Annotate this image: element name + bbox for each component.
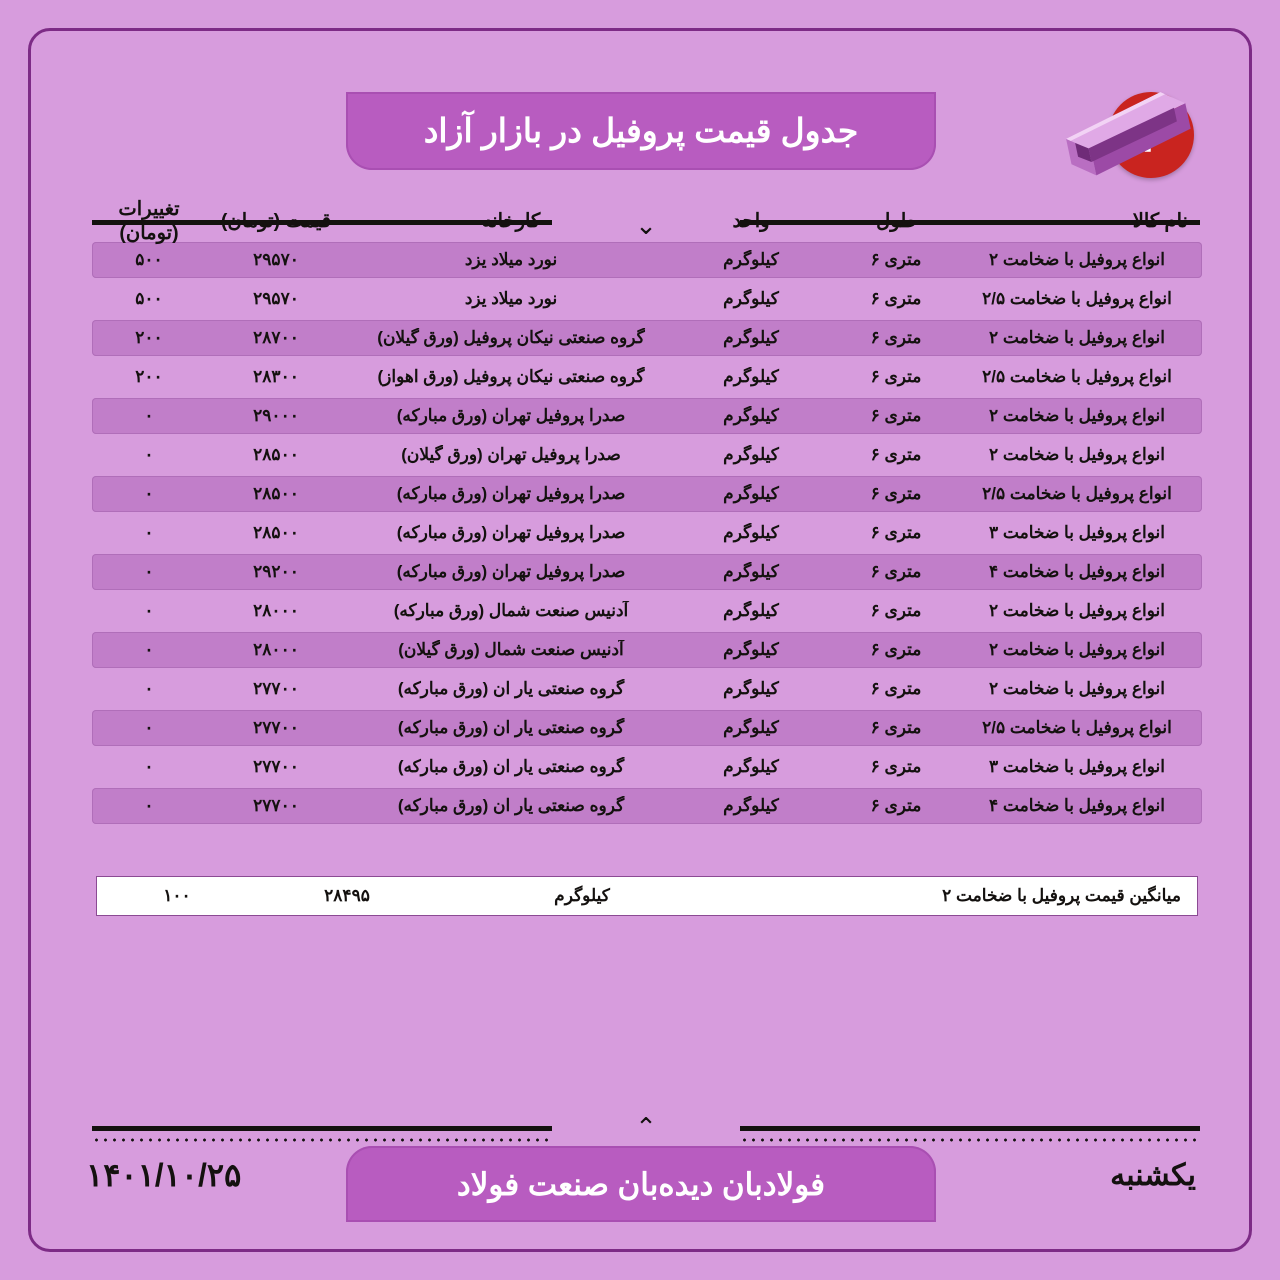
table-row — [92, 749, 1202, 785]
table-row — [92, 710, 1202, 746]
average-label: میانگین قیمت پروفیل با ضخامت ۲ — [942, 886, 1181, 905]
cell-length: متری ۶ — [870, 328, 922, 347]
weekday-label: یکشنبه — [1110, 1159, 1196, 1192]
cell-name: انواع پروفیل با ضخامت ۲ — [989, 406, 1165, 425]
cell-length: متری ۶ — [870, 640, 922, 659]
table-row — [92, 281, 1202, 317]
cell-change: ۰ — [144, 562, 154, 581]
table-row — [92, 359, 1202, 395]
col-header-name: نام کالا — [1132, 210, 1188, 232]
steel-profile-illustration — [1060, 82, 1195, 182]
cell-factory: صدرا پروفیل تهران (ورق مبارکه) — [396, 484, 626, 503]
cell-change: ۰ — [144, 484, 154, 503]
cell-unit: کیلوگرم — [723, 718, 779, 737]
cell-length: متری ۶ — [870, 796, 922, 815]
cell-name: انواع پروفیل با ضخامت ۲/۵ — [982, 367, 1172, 386]
brand-name: فولادبان دیده‌بان صنعت فولاد — [456, 1167, 826, 1202]
cell-unit: کیلوگرم — [723, 601, 779, 620]
cell-length: متری ۶ — [870, 406, 922, 425]
footer-rule-left — [92, 1126, 552, 1131]
cell-length: متری ۶ — [870, 250, 922, 269]
table-row — [92, 671, 1202, 707]
col-header-unit: واحد — [732, 210, 770, 232]
table-row — [92, 788, 1202, 824]
cell-unit: کیلوگرم — [723, 640, 779, 659]
title-plate — [346, 92, 936, 170]
cell-name: انواع پروفیل با ضخامت ۴ — [989, 562, 1165, 581]
footer-rule-right — [740, 1126, 1200, 1131]
cell-price: ۲۸۵۰۰ — [253, 445, 299, 464]
cell-price: ۲۸۷۰۰ — [253, 328, 299, 347]
cell-factory: نورد میلاد یزد — [464, 289, 558, 308]
average-summary-row — [96, 876, 1198, 916]
cell-unit: کیلوگرم — [723, 445, 779, 464]
table-row — [92, 437, 1202, 473]
table-row — [92, 632, 1202, 668]
cell-factory: گروه صنعتی یار ان (ورق مبارکه) — [397, 796, 625, 815]
table-row — [92, 320, 1202, 356]
cell-unit: کیلوگرم — [723, 523, 779, 542]
chevron-down-icon: ⌄ — [635, 210, 657, 240]
cell-change: ۲۰۰ — [135, 367, 163, 386]
cell-change: ۵۰۰ — [135, 250, 163, 269]
cell-name: انواع پروفیل با ضخامت ۲/۵ — [982, 289, 1172, 308]
table-row — [92, 398, 1202, 434]
cell-price: ۲۷۷۰۰ — [253, 679, 299, 698]
cell-change: ۰ — [144, 640, 154, 659]
cell-factory: نورد میلاد یزد — [464, 250, 558, 269]
cell-length: متری ۶ — [870, 562, 922, 581]
cell-factory: گروه صنعتی یار ان (ورق مبارکه) — [397, 718, 625, 737]
cell-factory: صدرا پروفیل تهران (ورق گیلان) — [401, 445, 621, 464]
date-label: ۱۴۰۱/۱۰/۲۵ — [86, 1157, 242, 1193]
footer-divider — [0, 1112, 1280, 1142]
cell-factory: صدرا پروفیل تهران (ورق مبارکه) — [396, 562, 626, 581]
table-row — [92, 593, 1202, 629]
cell-name: انواع پروفیل با ضخامت ۲ — [989, 250, 1165, 269]
cell-price: ۲۹۰۰۰ — [253, 406, 299, 425]
brand-plate — [346, 1146, 936, 1222]
cell-factory: گروه صنعتی نیکان پروفیل (ورق اهواز) — [377, 367, 645, 386]
cell-change: ۰ — [144, 406, 154, 425]
cell-change: ۰ — [144, 679, 154, 698]
price-table — [92, 200, 1202, 827]
page-title: جدول قیمت پروفیل در بازار آزاد — [423, 112, 859, 149]
cell-length: متری ۶ — [870, 289, 922, 308]
cell-name: انواع پروفیل با ضخامت ۴ — [989, 796, 1165, 815]
cell-name: انواع پروفیل با ضخامت ۳ — [989, 757, 1165, 776]
cell-change: ۰ — [144, 718, 154, 737]
cell-unit: کیلوگرم — [723, 562, 779, 581]
cell-length: متری ۶ — [870, 445, 922, 464]
table-row — [92, 242, 1202, 278]
cell-unit: کیلوگرم — [723, 796, 779, 815]
cell-price: ۲۸۰۰۰ — [253, 601, 299, 620]
cell-factory: صدرا پروفیل تهران (ورق مبارکه) — [396, 523, 626, 542]
average-change: ۱۰۰ — [163, 886, 191, 905]
cell-unit: کیلوگرم — [723, 757, 779, 776]
cell-length: متری ۶ — [870, 679, 922, 698]
cell-unit: کیلوگرم — [723, 250, 779, 269]
table-row — [92, 554, 1202, 590]
poster-footer — [0, 1112, 1280, 1242]
cell-name: انواع پروفیل با ضخامت ۳ — [989, 523, 1165, 542]
cell-price: ۲۸۵۰۰ — [253, 523, 299, 542]
cell-length: متری ۶ — [870, 523, 922, 542]
cell-change: ۰ — [144, 523, 154, 542]
cell-price: ۲۷۷۰۰ — [253, 796, 299, 815]
cell-unit: کیلوگرم — [723, 406, 779, 425]
cell-change: ۰ — [144, 601, 154, 620]
cell-length: متری ۶ — [870, 484, 922, 503]
average-unit: کیلوگرم — [554, 886, 610, 905]
cell-name: انواع پروفیل با ضخامت ۲ — [989, 640, 1165, 659]
cell-price: ۲۷۷۰۰ — [253, 757, 299, 776]
cell-length: متری ۶ — [870, 757, 922, 776]
cell-name: انواع پروفیل با ضخامت ۲ — [989, 679, 1165, 698]
cell-factory: آدنیس صنعت شمال (ورق مبارکه) — [393, 601, 629, 620]
cell-name: انواع پروفیل با ضخامت ۲ — [989, 328, 1165, 347]
cell-change: ۵۰۰ — [135, 289, 163, 308]
cell-unit: کیلوگرم — [723, 484, 779, 503]
cell-price: ۲۸۵۰۰ — [253, 484, 299, 503]
cell-unit: کیلوگرم — [723, 679, 779, 698]
cell-price: ۲۹۲۰۰ — [253, 562, 299, 581]
table-row — [92, 515, 1202, 551]
cell-change: ۰ — [144, 796, 154, 815]
cell-unit: کیلوگرم — [723, 289, 779, 308]
cell-factory: گروه صنعتی یار ان (ورق مبارکه) — [397, 679, 625, 698]
chevron-up-icon: ⌃ — [635, 1112, 657, 1142]
col-header-price: قیمت (تومان) — [220, 210, 332, 232]
col-header-factory: کارخانه — [481, 210, 541, 232]
cell-price: ۲۹۵۷۰ — [253, 289, 299, 308]
cell-factory: گروه صنعتی یار ان (ورق مبارکه) — [397, 757, 625, 776]
cell-price: ۲۸۳۰۰ — [253, 367, 299, 386]
average-price: ۲۸۴۹۵ — [324, 886, 370, 905]
cell-length: متری ۶ — [870, 367, 922, 386]
footer-dots-left — [92, 1138, 552, 1142]
cell-name: انواع پروفیل با ضخامت ۲/۵ — [982, 718, 1172, 737]
col-header-length: طول — [876, 210, 916, 232]
cell-change: ۰ — [144, 757, 154, 776]
cell-factory: صدرا پروفیل تهران (ورق مبارکه) — [396, 406, 626, 425]
cell-length: متری ۶ — [870, 718, 922, 737]
cell-price: ۲۷۷۰۰ — [253, 718, 299, 737]
cell-unit: کیلوگرم — [723, 328, 779, 347]
footer-dots-right — [740, 1138, 1200, 1142]
cell-price: ۲۹۵۷۰ — [253, 250, 299, 269]
cell-price: ۲۸۰۰۰ — [253, 640, 299, 659]
table-row — [92, 476, 1202, 512]
table-header-row — [92, 200, 1202, 242]
cell-change: ۲۰۰ — [135, 328, 163, 347]
col-header-change: تغییرات (تومان) — [118, 198, 180, 244]
cell-length: متری ۶ — [870, 601, 922, 620]
cell-factory: گروه صنعتی نیکان پروفیل (ورق گیلان) — [377, 328, 645, 347]
cell-name: انواع پروفیل با ضخامت ۲ — [989, 601, 1165, 620]
cell-factory: آدنیس صنعت شمال (ورق گیلان) — [398, 640, 624, 659]
cell-name: انواع پروفیل با ضخامت ۲ — [989, 445, 1165, 464]
cell-name: انواع پروفیل با ضخامت ۲/۵ — [982, 484, 1172, 503]
cell-unit: کیلوگرم — [723, 367, 779, 386]
cell-change: ۰ — [144, 445, 154, 464]
